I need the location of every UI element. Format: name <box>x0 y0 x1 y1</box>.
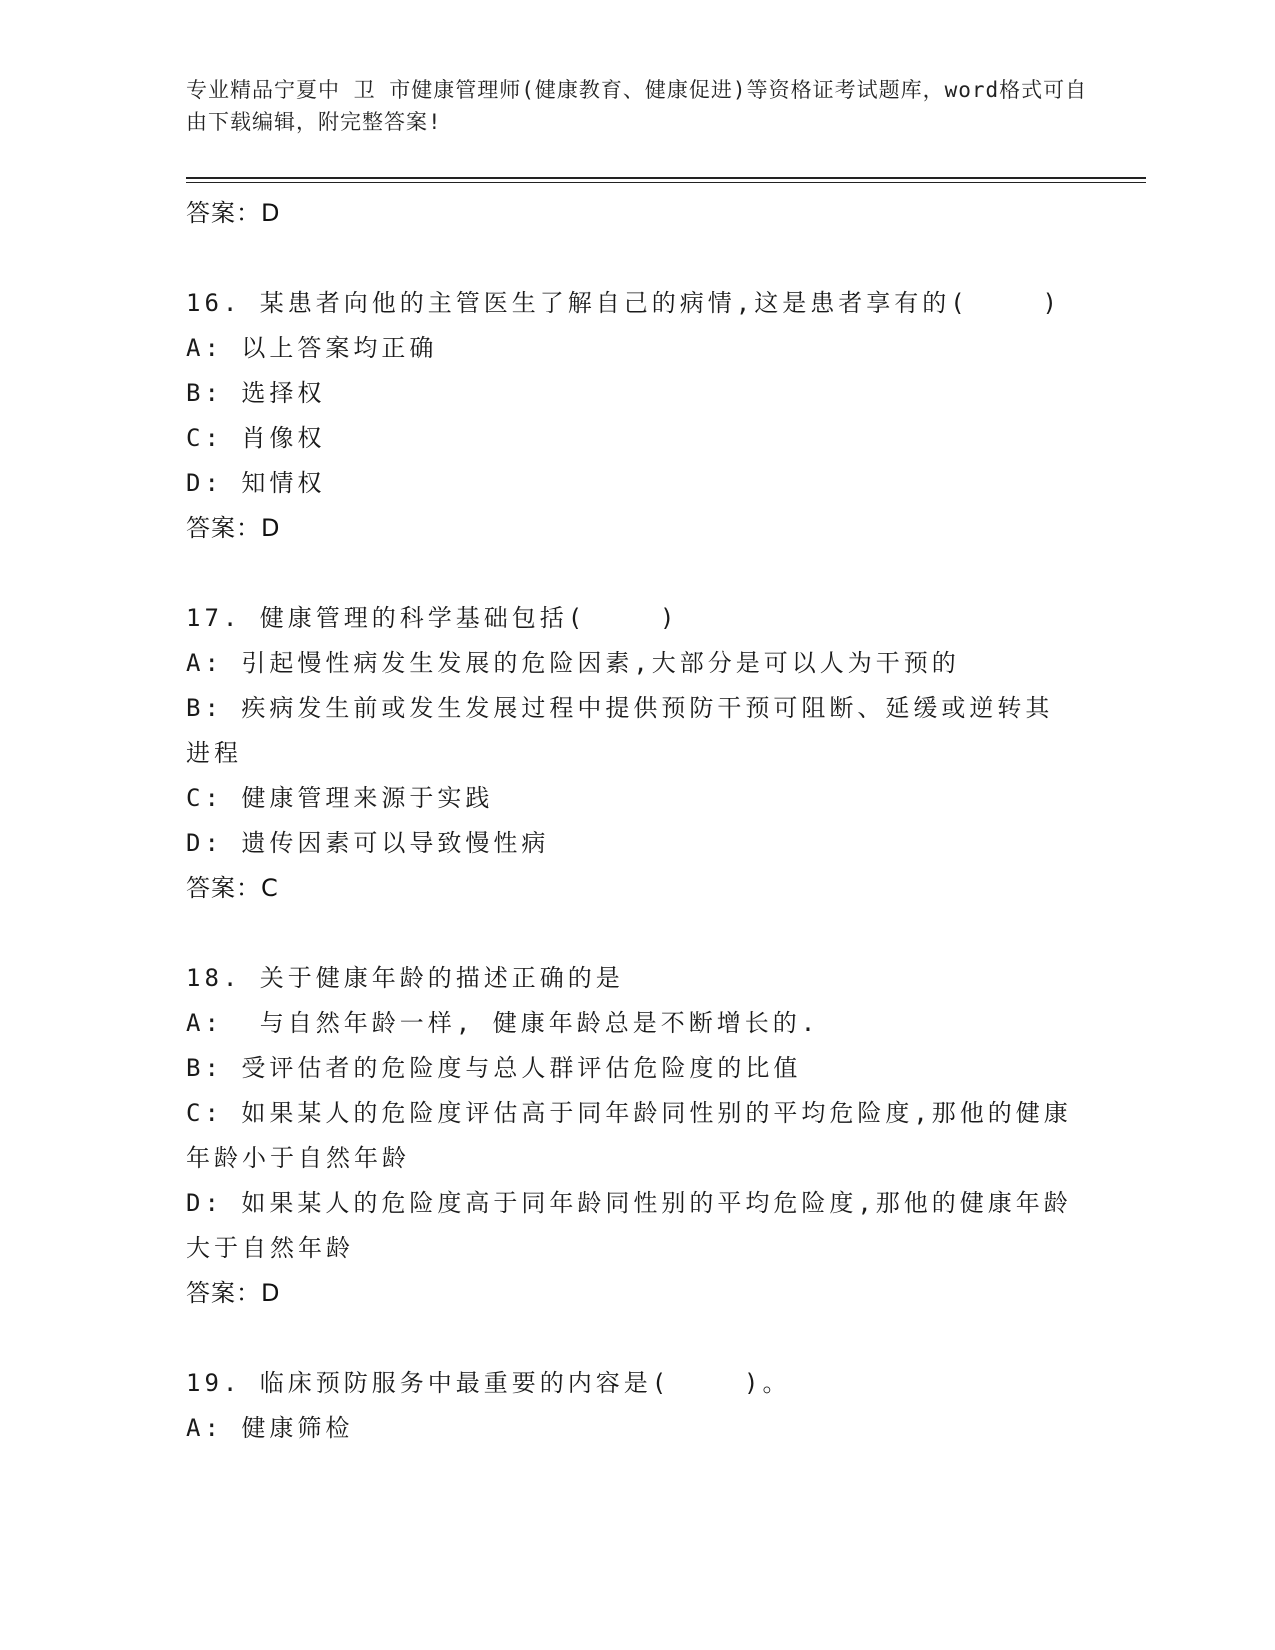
option-a: A: 引起慢性病发生发展的危险因素,大部分是可以人为干预的 <box>186 649 960 677</box>
option-c: C: 肖像权 <box>186 424 326 452</box>
option-c: C: 如果某人的危险度评估高于同年龄同性别的平均危险度,那他的健康年龄小于自然年龄 <box>186 1099 1072 1172</box>
option-d: D: 如果某人的危险度高于同年龄同性别的平均危险度,那他的健康年龄大于自然年龄 <box>186 1189 1072 1262</box>
answer-line: 答案：D <box>186 199 281 227</box>
question-16 <box>186 281 1076 551</box>
question-stem: 18. 关于健康年龄的描述正确的是 <box>186 964 624 992</box>
page-header: 专业精品宁夏中 卫 市健康管理师(健康教育、健康促进)等资格证考试题库，word格式可自由下载编辑，附完整答案! <box>186 78 1088 134</box>
question-19 <box>186 1361 1076 1451</box>
question-18 <box>186 956 1076 1316</box>
question-stem: 17. 健康管理的科学基础包括( ) <box>186 604 679 632</box>
option-a: A: 健康筛检 <box>186 1414 354 1442</box>
option-b: B: 受评估者的危险度与总人群评估危险度的比值 <box>186 1054 802 1082</box>
option-d: D: 知情权 <box>186 469 326 497</box>
header-rule <box>186 177 1146 179</box>
question-stem: 19. 临床预防服务中最重要的内容是( )。 <box>186 1369 791 1397</box>
answer-line: 答案：D <box>186 514 281 542</box>
question-stem: 16. 某患者向他的主管医生了解自己的病情,这是患者享有的( ) <box>186 289 1061 317</box>
option-c: C: 健康管理来源于实践 <box>186 784 494 812</box>
question-list <box>186 191 1076 1451</box>
answer-line: 答案：D <box>186 1279 281 1307</box>
answer-line: 答案：C <box>186 874 279 902</box>
option-b: B: 疾病发生前或发生发展过程中提供预防干预可阻断、延缓或逆转其进程 <box>186 694 1054 767</box>
header-rule-thin <box>186 182 1146 183</box>
option-b: B: 选择权 <box>186 379 326 407</box>
question-17 <box>186 596 1076 911</box>
option-d: D: 遗传因素可以导致慢性病 <box>186 829 550 857</box>
option-a: A: 以上答案均正确 <box>186 334 438 362</box>
option-a: A: 与自然年龄一样, 健康年龄总是不断增长的. <box>186 1009 820 1037</box>
